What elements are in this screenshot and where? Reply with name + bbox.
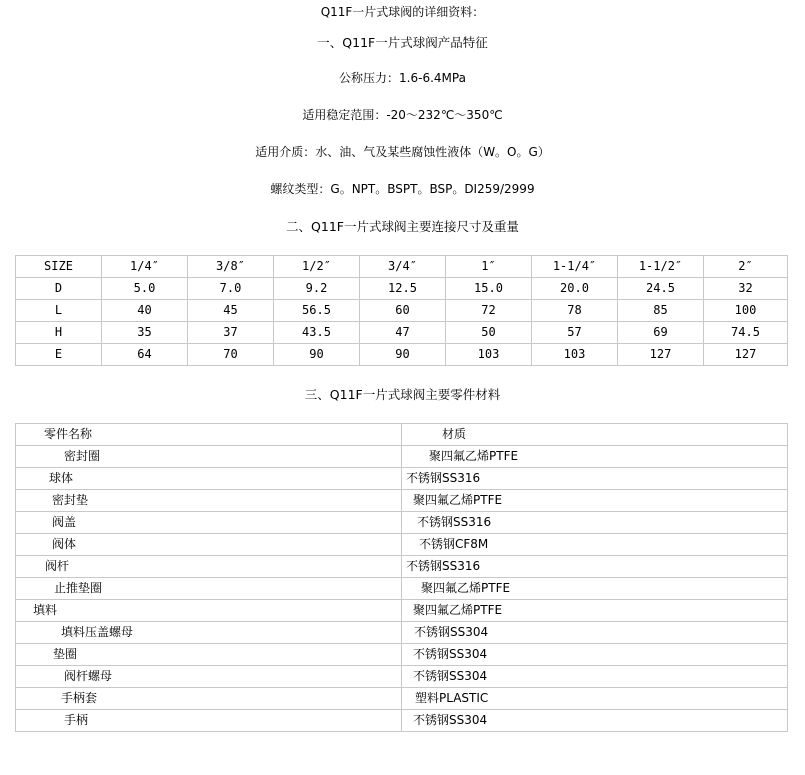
material-cell: 聚四氟乙烯PTFE [402, 578, 788, 600]
dimension-value-cell: 40 [102, 300, 188, 322]
dimension-value-cell: 47 [360, 322, 446, 344]
dimension-value-cell: 85 [618, 300, 704, 322]
dimension-value-cell: 9.2 [274, 278, 360, 300]
dimension-header-cell: 1″ [446, 256, 532, 278]
material-cell: 不锈钢SS316 [402, 468, 788, 490]
dimension-label-cell: L [16, 300, 102, 322]
dimension-header-cell: 1/4″ [102, 256, 188, 278]
parts-row [16, 688, 788, 710]
material-cell: 不锈钢SS316 [402, 512, 788, 534]
medium-line: 适用介质：水、油、气及某些腐蚀性液体（W。O。G） [255, 145, 550, 159]
parts-row [16, 666, 788, 688]
dimension-label-cell: H [16, 322, 102, 344]
parts-row [16, 710, 788, 732]
dimension-value-cell: 60 [360, 300, 446, 322]
parts-row [16, 622, 788, 644]
dimension-header-cell: 1-1/4″ [532, 256, 618, 278]
dimension-value-cell: 74.5 [704, 322, 788, 344]
temperature-range-line: 适用稳定范围：-20～232℃～350℃ [302, 108, 503, 122]
dimension-value-cell: 50 [446, 322, 532, 344]
section2-heading: 二、Q11F一片式球阀主要连接尺寸及重量 [286, 219, 519, 234]
dimension-value-cell: 72 [446, 300, 532, 322]
dimension-header-cell: 1-1/2″ [618, 256, 704, 278]
parts-row [16, 534, 788, 556]
parts-row [16, 468, 788, 490]
dimension-header-cell: SIZE [16, 256, 102, 278]
dimension-value-cell: 37 [188, 322, 274, 344]
part-name-cell: 阀杆 [16, 556, 402, 578]
dimension-value-cell: 70 [188, 344, 274, 366]
dimension-value-cell: 35 [102, 322, 188, 344]
dimension-value-cell: 15.0 [446, 278, 532, 300]
part-name-cell: 止推垫圈 [16, 578, 402, 600]
material-header: 材质 [402, 424, 788, 446]
part-name-cell: 阀盖 [16, 512, 402, 534]
dimension-value-cell: 20.0 [532, 278, 618, 300]
part-name-cell: 手柄套 [16, 688, 402, 710]
dimension-value-cell: 64 [102, 344, 188, 366]
material-cell: 塑料PLASTIC [402, 688, 788, 710]
part-name-cell: 手柄 [16, 710, 402, 732]
parts-material-table [15, 423, 788, 732]
page-title: Q11F一片式球阀的详细资料： [320, 5, 485, 19]
material-cell: 不锈钢SS304 [402, 710, 788, 732]
dimension-label-cell: E [16, 344, 102, 366]
dimension-header-cell: 3/4″ [360, 256, 446, 278]
dimension-value-cell: 7.0 [188, 278, 274, 300]
dimension-value-cell: 69 [618, 322, 704, 344]
dimension-value-cell: 12.5 [360, 278, 446, 300]
dimension-value-cell: 103 [446, 344, 532, 366]
material-cell: 不锈钢SS304 [402, 644, 788, 666]
nominal-pressure-line: 公称压力：1.6-6.4MPa [339, 71, 466, 85]
dimension-header-cell: 1/2″ [274, 256, 360, 278]
part-name-cell: 填料 [16, 600, 402, 622]
material-cell: 不锈钢SS304 [402, 622, 788, 644]
part-name-cell: 垫圈 [16, 644, 402, 666]
dimension-value-cell: 90 [360, 344, 446, 366]
material-cell: 不锈钢SS304 [402, 666, 788, 688]
dimension-value-cell: 103 [532, 344, 618, 366]
dimension-row [16, 322, 788, 344]
parts-header-row [16, 424, 788, 446]
section1-heading: 一、Q11F一片式球阀产品特征 [317, 35, 488, 50]
dimension-value-cell: 43.5 [274, 322, 360, 344]
dimension-value-cell: 45 [188, 300, 274, 322]
thread-type-line: 螺纹类型：G。NPT。BSPT。BSP。DI259/2999 [270, 182, 535, 196]
parts-row [16, 578, 788, 600]
parts-row [16, 512, 788, 534]
dimension-value-cell: 24.5 [618, 278, 704, 300]
dimension-row [16, 344, 788, 366]
section3-heading: 三、Q11F一片式球阀主要零件材料 [304, 387, 501, 402]
part-name-cell: 填料压盖螺母 [16, 622, 402, 644]
dimension-row [16, 278, 788, 300]
part-name-cell: 密封垫 [16, 490, 402, 512]
material-cell: 聚四氟乙烯PTFE [402, 490, 788, 512]
dimension-header-row [16, 256, 788, 278]
dimension-value-cell: 127 [704, 344, 788, 366]
dimension-table [15, 255, 788, 366]
dimension-value-cell: 100 [704, 300, 788, 322]
part-name-cell: 阀体 [16, 534, 402, 556]
dimension-row [16, 300, 788, 322]
parts-row [16, 446, 788, 468]
parts-row [16, 644, 788, 666]
parts-row [16, 490, 788, 512]
parts-row [16, 600, 788, 622]
material-cell: 聚四氟乙烯PTFE [402, 600, 788, 622]
dimension-value-cell: 56.5 [274, 300, 360, 322]
part-name-cell: 密封圈 [16, 446, 402, 468]
dimension-value-cell: 32 [704, 278, 788, 300]
dimension-header-cell: 3/8″ [188, 256, 274, 278]
dimension-value-cell: 127 [618, 344, 704, 366]
material-cell: 不锈钢SS316 [402, 556, 788, 578]
part-name-cell: 球体 [16, 468, 402, 490]
dimension-value-cell: 57 [532, 322, 618, 344]
dimension-header-cell: 2″ [704, 256, 788, 278]
part-name-cell: 阀杆螺母 [16, 666, 402, 688]
dimension-value-cell: 78 [532, 300, 618, 322]
material-cell: 聚四氟乙烯PTFE [402, 446, 788, 468]
material-cell: 不锈钢CF8M [402, 534, 788, 556]
dimension-value-cell: 5.0 [102, 278, 188, 300]
parts-row [16, 556, 788, 578]
dimension-value-cell: 90 [274, 344, 360, 366]
dimension-label-cell: D [16, 278, 102, 300]
part-name-header: 零件名称 [16, 424, 402, 446]
